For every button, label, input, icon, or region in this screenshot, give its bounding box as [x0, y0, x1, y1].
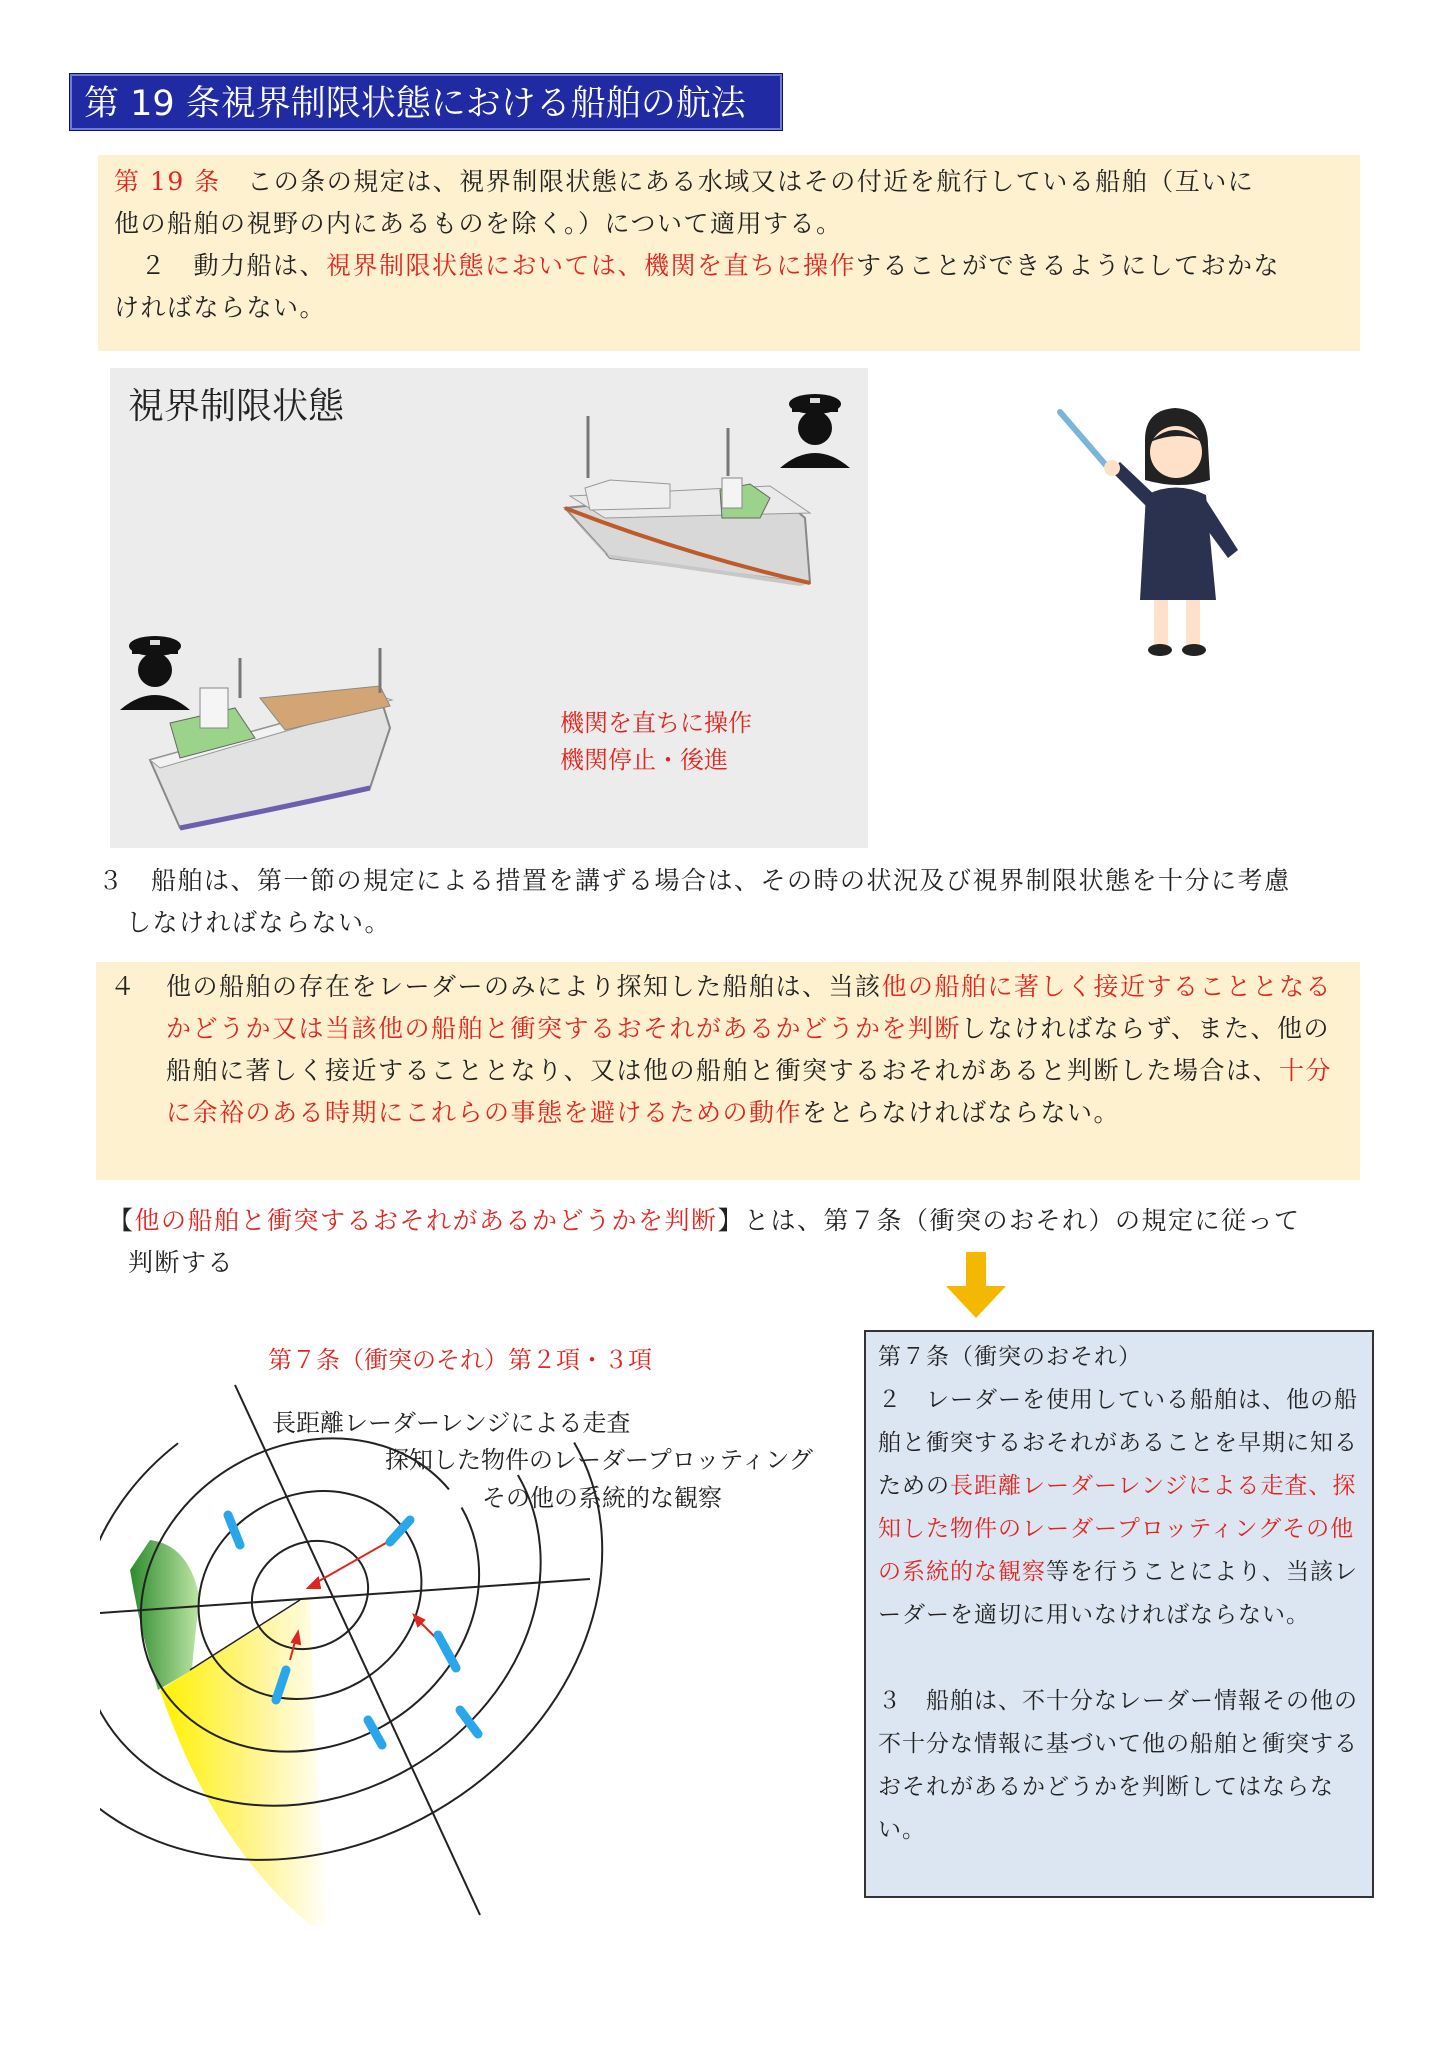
paragraph-4-highlight-1: 他の船舶に著しく接近することとなるかどうか又は当該他の船舶と衝突するおそれがあるかどうかを判断 — [166, 972, 1333, 1043]
judgment-note-line1 — [108, 1200, 1398, 1242]
paragraph-3-line1 — [98, 860, 1398, 902]
paragraph-4-c: をとらなければならない。 — [802, 1098, 1121, 1127]
paragraph-4-box — [96, 962, 1360, 1180]
article-19-p2-b: することができるようにしておかな — [856, 251, 1281, 280]
article-19-p2-highlight: 視界制限状態においては、機関を直ちに操作 — [326, 251, 857, 280]
paragraph-4-a: 他の船舶の存在をレーダーのみにより探知した船舶は、当該 — [166, 972, 882, 1001]
article-19-p2-number: ２ — [140, 251, 168, 280]
paragraph-4-highlight-2: 十分に余裕のある時期にこれらの事態を避けるための動作 — [166, 1056, 1333, 1127]
pointer-stick — [1060, 412, 1110, 470]
article-7-p2-b: 等を行うことにより、当該レーダーを適切に用いなければならない。 — [878, 1559, 1358, 1628]
engine-operation-caption — [560, 705, 752, 779]
article-7-box — [864, 1330, 1374, 1898]
paragraph-3-number: ３ — [98, 866, 125, 895]
article-7-heading: 第７条（衝突のおそれ） — [878, 1344, 1142, 1370]
radar-target — [438, 1635, 456, 1668]
article-7-p2-highlight: 長距離レーダーレンジによる走査、探知した物件のレーダープロッティングその他の系統的な観察 — [878, 1473, 1357, 1585]
ship-icon — [150, 648, 392, 828]
caption-line-1: 機関を直ちに操作 — [560, 709, 752, 737]
captain-icon — [120, 636, 190, 710]
article-19-box — [98, 155, 1360, 351]
bracket-open: 【 — [108, 1206, 135, 1235]
paragraph-3-text-2: しなければならない。 — [126, 908, 392, 937]
judgment-note — [108, 1200, 1398, 1284]
radar-diagram-title: 第７条（衝突のそれ）第２項・３項 — [268, 1346, 652, 1374]
article-7-para3: ３ 船舶は、不十分なレーダー情報その他の不十分な情報に基づいて他の船舶と衝突するおそれがあるかどうかを判断してはならない。 — [878, 1688, 1358, 1843]
paragraph-4-number: ４ — [110, 972, 137, 1001]
article-19-line2: 他の船舶の視野の内にあるものを除く。）について適用する。 — [114, 209, 843, 238]
article-19-number: 第 19 条 — [114, 167, 221, 196]
page-title: 第 19 条視界制限状態における船舶の航法 — [70, 74, 782, 130]
paragraph-4-b: しなければならず、また、他の船舶に著しく接近することとなり、又は他の船舶と衝突するおそれがあると判断した場合は、 — [166, 1014, 1331, 1085]
ships-illustration — [110, 368, 868, 848]
captain-icon — [780, 394, 850, 468]
radar-target — [228, 1515, 240, 1545]
radar-label-observation: その他の系統的な観察 — [482, 1484, 722, 1512]
visibility-title: 視界制限状態 — [128, 386, 345, 427]
judgment-note-line2: 判断する — [128, 1248, 235, 1277]
ship-icon — [565, 416, 810, 586]
article-19-line1 — [114, 161, 1344, 203]
radar-target — [368, 1720, 382, 1745]
judgment-note-rest: とは、第７条（衝突のおそれ）の規定に従って — [744, 1206, 1301, 1235]
article-7-p2-a: ２ レーダーを使用している船舶は、他の船舶と衝突するおそれがあることを早期に知るための — [878, 1387, 1358, 1499]
article-19-para2-end: ければならない。 — [114, 293, 327, 322]
paragraph-4-body — [166, 966, 1346, 1134]
radar-label-long-range: 長距離レーダーレンジによる走査 — [272, 1409, 631, 1437]
article-19-p2-a: 動力船は、 — [193, 251, 327, 280]
paragraph-3 — [98, 860, 1398, 944]
judgment-note-highlight: 他の船舶と衝突するおそれがあるかどうかを判断 — [134, 1206, 718, 1235]
article-7-para2 — [878, 1379, 1360, 1637]
article-19-para2 — [114, 245, 1344, 287]
paragraph-3-text-1: 船舶は、第一節の規定による措置を講ずる場合は、その時の状況及び視界制限状態を十分に考慮 — [151, 866, 1291, 895]
bracket-close: 】 — [717, 1206, 745, 1235]
radar-label-plotting: 探知した物件のレーダープロッティング — [385, 1446, 813, 1474]
down-arrow-icon — [944, 1252, 1008, 1320]
caption-line-2: 機関停止・後進 — [560, 746, 728, 774]
article-19-text-1: この条の規定は、視界制限状態にある水域又はその付近を航行している船舶（互いに — [247, 167, 1255, 196]
teacher-illustration — [1050, 400, 1250, 660]
